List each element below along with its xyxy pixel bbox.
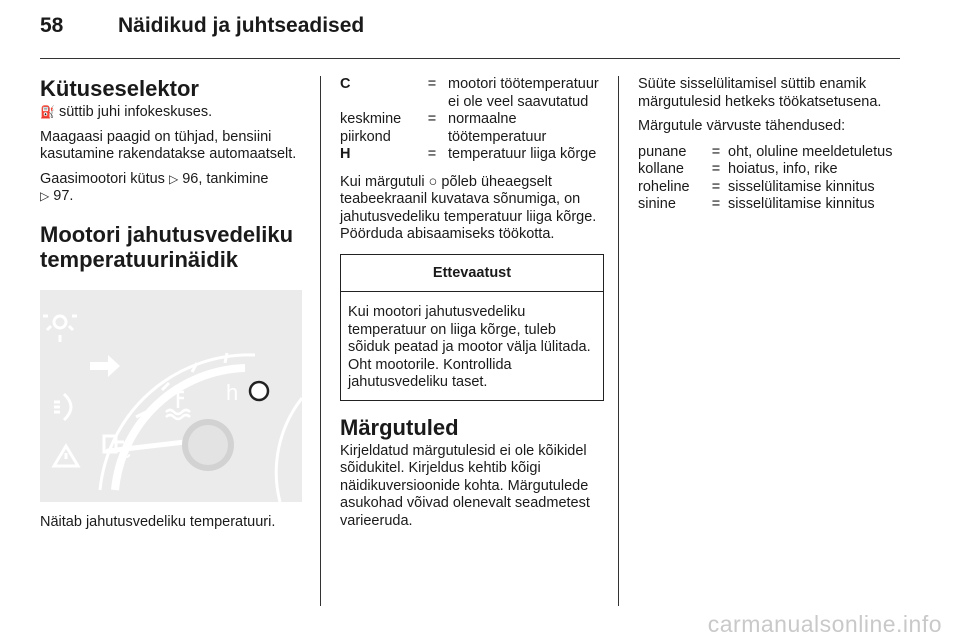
definition-row: kollane = hoiatus, info, rike (638, 161, 838, 177)
definition-row: roheline = sisselülitamise kinnitus (638, 178, 875, 195)
coolant-caption: Näitab jahutusvedeliku temperatuuri. (40, 513, 276, 530)
definition-row: keskmine piirkond = normaalne töötemperatuur (340, 111, 547, 145)
colour-meaning-intro: Märgutule värvuste tähendused: (638, 118, 846, 134)
coolant-warning-text: Kui märgutuli ○ põleb üheaegselt teabeekraanil kuvatava sõnumiga, on jahutusvedeliku temperatuur liiga kõrge. Pöörduda abisaamiseks töökotta. (340, 173, 597, 242)
fuel-pump-icon: ⛽ (40, 105, 55, 119)
coolant-gauge-illustration (40, 290, 302, 502)
caution-box (340, 254, 604, 401)
page-number: 58 (40, 14, 64, 37)
column-1 (40, 76, 308, 538)
page-reference-icon: ▷ (168, 171, 179, 186)
column-divider (618, 76, 619, 606)
ignition-test-text: Süüte sisselülitamisel süttib enamik märgutulesid hetkeks töökatsetusena. (638, 76, 882, 110)
watermark: carmanualsonline.info (707, 611, 942, 637)
definition-row: C = mootori töötemperatuur ei ole veel saavutatud (340, 76, 599, 110)
column-3 (638, 76, 900, 224)
column-divider (320, 76, 321, 606)
definition-row: H = temperatuur liiga kõrge (340, 146, 597, 162)
page-reference-icon: ▷ (40, 189, 50, 203)
header-rule (40, 58, 900, 59)
fuel-reference: Gaasimootori kütus ▷ 96, tankimine ▷ 97. (40, 170, 269, 204)
fuel-selector-text: ⛽ süttib juhi infokeskuses. (40, 104, 213, 120)
fuel-selector-paragraph: Maagaasi paagid on tühjad, bensiini kasutamine rakendatakse automaatselt. (40, 128, 297, 162)
column-2 (340, 76, 604, 537)
page-header (40, 14, 364, 38)
colour-definitions (638, 144, 892, 214)
indicator-lights-heading: Märgutuled (340, 414, 459, 440)
caution-title: Ettevaatust (341, 255, 603, 293)
warning-lamp-icon (250, 382, 268, 400)
coolant-definitions (340, 76, 604, 164)
coolant-gauge-heading: Mootori jahutusvedeliku temperatuurinäidik (40, 221, 294, 272)
indicator-lights-text: Kirjeldatud märgutulesid ei ole kõikidel sõidukitel. Kirjeldus kehtib kõigi näidikuversioonide kohta. Märgutulede asukohad võivad olenevalt seadmetest varieeruda. (340, 442, 590, 529)
caution-body: Kui mootori jahutusvedeliku temperatuur on liiga kõrge, tuleb sõiduk peatad ja mootor välja lülitada. Oht mootorile. Kontrollida jahutusvedeliku taset. (348, 304, 591, 390)
gauge-high-label: h (226, 379, 239, 405)
chapter-title: Näidikud ja juhtseadised (118, 14, 365, 37)
definition-row: punane = oht, oluline meeldetuletus (638, 143, 893, 160)
fuel-selector-heading: Kütuseselektor (40, 76, 199, 101)
definition-row: sinine = sisselülitamise kinnitus (638, 196, 875, 212)
